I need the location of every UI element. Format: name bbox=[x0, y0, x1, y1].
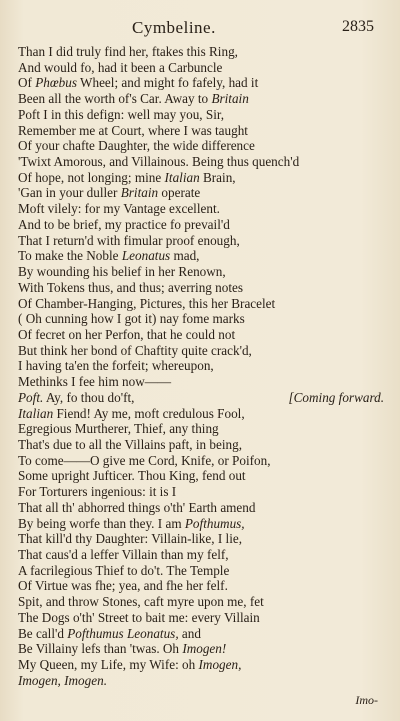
text-segment: Be call'd bbox=[18, 625, 68, 641]
page-number: 2835 bbox=[342, 18, 374, 35]
text-segment: 'Gan in your duller bbox=[18, 185, 121, 201]
text-line bbox=[18, 484, 384, 500]
text-segment: Of fecret on her Perfon, that he could not bbox=[18, 326, 236, 342]
stage-direction: [Coming forward. bbox=[288, 389, 384, 405]
text-segment: By being worfe than they. I am bbox=[18, 515, 185, 531]
text-line bbox=[18, 406, 384, 422]
italic-text: Poft. bbox=[18, 389, 44, 405]
text-segment: Of bbox=[18, 75, 36, 91]
text-segment: Of hope, not longing; mine bbox=[18, 169, 165, 185]
text-segment: Be Villainy lefs than 'twas. Oh bbox=[18, 641, 183, 657]
text-segment: Poft I in this defign: well may you, Sir, bbox=[18, 106, 225, 122]
text-line bbox=[18, 437, 384, 453]
italic-text: Imogen, Imogen. bbox=[18, 672, 107, 688]
text-segment: And to be brief, my practice fo prevail'd bbox=[18, 216, 230, 232]
text-segment: That all th' abhorred things o'th' Earth amend bbox=[18, 499, 256, 515]
text-segment: mad, bbox=[170, 248, 200, 264]
text-segment: Of Chamber-Hanging, Pictures, this her Bracelet bbox=[18, 295, 276, 311]
text-segment: Fiend! Ay me, moft credulous Fool, bbox=[53, 405, 245, 421]
italic-text: Britain bbox=[120, 185, 159, 201]
text-segment: 'Twixt Amorous, and Villainous. Being thus quench'd bbox=[18, 154, 300, 170]
text-line bbox=[18, 44, 384, 60]
text-line bbox=[18, 170, 384, 186]
italic-text: Leonatus bbox=[121, 248, 171, 264]
text-line bbox=[18, 578, 384, 594]
text-line bbox=[18, 75, 384, 91]
text-segment: My Queen, my Life, my Wife: oh bbox=[18, 657, 199, 673]
text-segment: Ay, fo thou do'ft, bbox=[43, 389, 135, 405]
text-line bbox=[18, 60, 384, 76]
text-segment: That kill'd thy Daughter: Villain-like, I lie, bbox=[18, 531, 243, 547]
text-line bbox=[18, 201, 384, 217]
text-segment: operate bbox=[158, 185, 201, 201]
text-segment: For Torturers ingenious: it is I bbox=[18, 484, 177, 500]
text-segment: Methinks I fee him now—— bbox=[18, 374, 172, 390]
text-line bbox=[18, 233, 384, 249]
text-segment: Of Virtue was fhe; yea, and fhe her felf. bbox=[18, 578, 228, 594]
text-line bbox=[18, 421, 384, 437]
text-segment: ( Oh cunning how I got it) nay fome marks bbox=[18, 311, 245, 327]
text-segment: Remember me at Court, where I was taught bbox=[18, 122, 248, 138]
text-line bbox=[18, 327, 384, 343]
italic-text: Imogen! bbox=[182, 641, 227, 657]
italic-text: Italian bbox=[164, 169, 200, 185]
text-line bbox=[18, 374, 384, 390]
text-line bbox=[18, 138, 384, 154]
italic-text: Phœbus bbox=[35, 75, 77, 91]
text-segment: Wheel; and might fo fafely, had it bbox=[76, 75, 259, 91]
text-segment: A facrilegious Thief to do't. The Temple bbox=[18, 562, 230, 578]
text-line bbox=[18, 280, 384, 296]
text-segment: Spit, and throw Stones, caft myre upon me, fet bbox=[18, 594, 264, 610]
text-line bbox=[18, 358, 384, 374]
text-line bbox=[18, 673, 384, 689]
text-line bbox=[18, 657, 384, 673]
text-line bbox=[18, 547, 384, 563]
text-segment: Than I did truly find her, ftakes this Ring, bbox=[18, 44, 238, 59]
italic-text: Pofthumus Leonatus, bbox=[67, 625, 179, 641]
text-line bbox=[18, 154, 384, 170]
text-segment: Been all the worth of's Car. Away to bbox=[18, 91, 212, 107]
text-line bbox=[18, 185, 384, 201]
text-segment: Egregious Murtherer, Thief, any thing bbox=[18, 421, 219, 437]
italic-text: Britain bbox=[211, 91, 249, 107]
text-segment: Brain, bbox=[199, 169, 236, 185]
text-line bbox=[18, 217, 384, 233]
italic-text: Imogen, bbox=[198, 657, 242, 673]
page-header bbox=[0, 14, 400, 40]
text-line bbox=[18, 264, 384, 280]
text-segment: To come——O give me Cord, Knife, or Poifon, bbox=[18, 452, 271, 468]
text-line bbox=[18, 641, 384, 657]
text-line bbox=[18, 500, 384, 516]
text-segment: That's due to all the Villains paft, in being, bbox=[18, 436, 243, 452]
italic-text: Pofthumus, bbox=[184, 515, 245, 531]
text-segment: Some upright Jufticer. Thou King, fend out bbox=[18, 468, 246, 484]
text-segment: Moft vilely: for my Vantage excellent. bbox=[18, 201, 220, 217]
text-line bbox=[18, 610, 384, 626]
text-line bbox=[18, 248, 384, 264]
text-line bbox=[18, 390, 384, 406]
text-line bbox=[18, 468, 384, 484]
text-segment: And would fo, had it been a Carbuncle bbox=[18, 59, 223, 75]
catchword: Imo- bbox=[355, 693, 378, 707]
text-line bbox=[18, 626, 384, 642]
verse-text bbox=[18, 44, 384, 688]
text-line bbox=[18, 311, 384, 327]
text-line bbox=[18, 91, 384, 107]
text-line bbox=[18, 594, 384, 610]
text-line bbox=[18, 453, 384, 469]
text-segment: Of your chafte Daughter, the wide difference bbox=[18, 138, 255, 154]
italic-text: Italian bbox=[18, 405, 54, 421]
text-line bbox=[18, 516, 384, 532]
text-segment: and bbox=[178, 625, 201, 641]
text-segment: That I return'd with fimular proof enough, bbox=[18, 232, 240, 248]
running-title: Cymbeline. bbox=[132, 18, 216, 37]
text-line bbox=[18, 123, 384, 139]
text-line bbox=[18, 107, 384, 123]
text-segment: With Tokens thus, and thus; averring notes bbox=[18, 279, 244, 295]
text-segment: To make the Noble bbox=[18, 248, 122, 264]
text-segment: By wounding his belief in her Renown, bbox=[18, 264, 226, 280]
text-line bbox=[18, 296, 384, 312]
text-line bbox=[18, 343, 384, 359]
text-line bbox=[18, 563, 384, 579]
text-line bbox=[18, 531, 384, 547]
text-segment: That caus'd a leffer Villain than my felf, bbox=[18, 547, 229, 562]
text-segment: But think her bond of Chaftity quite crack'd, bbox=[18, 342, 252, 358]
text-segment: I having ta'en the forfeit; whereupon, bbox=[18, 358, 214, 374]
text-segment: The Dogs o'th' Street to bait me: every Villain bbox=[18, 609, 260, 625]
